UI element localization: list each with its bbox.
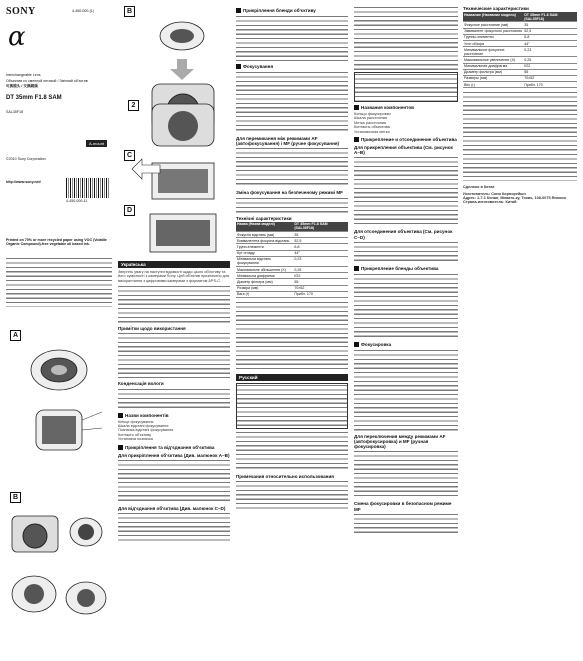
- text-block-19: [354, 513, 458, 533]
- attach-heading: Прикріплення та від'єднання об'єктива: [118, 445, 230, 450]
- column-ru-1: [354, 0, 458, 661]
- notes-heading-ru: Примечания относительно использования: [236, 473, 334, 479]
- text-block-7: [236, 71, 348, 133]
- intro-text: Зверніть увагу на наступні відомості щодо цього об'єктиву та його сумісності з камерами Sony. Цей об'єктив призначено для використання з цифровими камерами з форматом APS-C.: [118, 270, 230, 283]
- specs-heading-ru: Технические характеристики: [463, 6, 529, 11]
- text-block-2: [118, 332, 230, 378]
- barcode-number: 4-450-000-11: [66, 199, 88, 203]
- text-block-16: [354, 273, 458, 339]
- attach-subheading: Для прикріплення об'єктива (Див. малюнок A–B): [118, 452, 230, 458]
- manufacturer: Изготовитель: Сони Корпорейшн: [463, 191, 526, 196]
- lens-illustration-a: [6, 340, 112, 480]
- names-list: Кільце фокусування Шкала відстані фокусування Позначка відстані фокусування Контакти об'єктиву Установча позначка: [118, 419, 174, 442]
- af-mf-heading-ua: Для перемикання між режимами AF (автофокусування) і MF (ручне фокусування): [236, 136, 340, 147]
- camera-illustration-b: [6, 502, 112, 642]
- url-text: http://www.sony.net/: [6, 180, 41, 184]
- text-block-1: [118, 285, 230, 323]
- precautions-heading: Примітки щодо використання: [118, 326, 186, 332]
- barcode: [66, 178, 110, 198]
- step-label-b: B: [124, 6, 135, 17]
- made-in-label: Сделано в Китае: [463, 185, 495, 190]
- text-block-20: [463, 91, 577, 151]
- lang-header-ua: Українська: [118, 261, 230, 268]
- dmf-heading-ua: Зміна фокусування на безпеченому режимі MF: [236, 190, 343, 196]
- text-block-14: [354, 156, 458, 226]
- warning-box-ru: [354, 72, 458, 102]
- detach-subheading-ru: Для отсоединения объектива (См. рисунок C–D): [354, 229, 453, 240]
- title-cn: 可换镜头 / 交換鏡頭: [6, 84, 38, 88]
- bottom-fill: [6, 257, 112, 307]
- alpha-logo: α: [8, 22, 26, 52]
- model-name: DT 35mm F1.8 SAM: [6, 95, 62, 101]
- ru-intro-box: [236, 383, 348, 429]
- column-ru-2: [463, 0, 577, 661]
- af-mf-heading-ru: Для переключения между режимами AF (автофокусировка) и MF (ручная фокусировка): [354, 433, 446, 450]
- dmf-heading-ru: Смена фокусировки в безопасном режиме MF: [354, 501, 452, 512]
- detach-subheading: Для від'єднання об'єктива (Див. малюнок C–D): [118, 505, 226, 511]
- title-en: Interchangeable Lens: [6, 73, 41, 77]
- condensation-heading: Конденсація вологи: [118, 381, 164, 387]
- text-block-15: [354, 241, 458, 263]
- specs-table-ru: Название (Название модели) DT 35mm F1.8 SAM (SAL35F18) Фокусное расстояние (мм) 35 Эквивалент фокусного расстояния 52,5 Группы-элементы 6-8 Угол обзора 44° Минимальное фокусное расстояние 0,23 Максимальное увеличение (X) 0,25 Минимальная диафрагма f/22 Диаметр фильтра (мм) 55 Размеры (мм) 70×52 Вес (г) Прибл. 170: [463, 12, 577, 88]
- text-block-3: [118, 388, 230, 410]
- text-block-21: [463, 153, 577, 181]
- detach-illustration: [122, 155, 228, 205]
- hood-heading-ru: Прикрепление бленды объектива: [354, 266, 458, 271]
- model-code: SAL35F18: [6, 110, 23, 114]
- manufacturer-address: Адрес: 1-7-1 Конан, Минато-ку, Токио, 108-0075 Япония: [463, 196, 566, 201]
- recycle-note: Printed on 70% or more recycled paper using VOC (Volatile Organic Compound)-free vegetable oil based ink.: [6, 238, 107, 247]
- document-code: 4-450-000-(1): [72, 9, 94, 13]
- sony-logo: SONY: [6, 6, 36, 17]
- text-block-13: [354, 6, 458, 70]
- step-label-d: D: [124, 205, 135, 216]
- text-block-5: [118, 512, 230, 542]
- hood-illustration: [122, 208, 228, 256]
- manufacturer-country: Страна-изготовитель: Китай: [463, 200, 517, 205]
- text-block-6: [236, 15, 348, 61]
- figure-label-a: A: [10, 330, 21, 341]
- focus-heading-ru: Фокусировка: [354, 342, 458, 347]
- text-block-4: [118, 459, 230, 503]
- rotate-step-illustration: [122, 100, 228, 150]
- attach-subheading-ru: Для прикрепления объектива (См. рисунок A–B): [354, 145, 453, 156]
- text-block-9: [236, 197, 348, 213]
- text-block-12: [236, 480, 348, 510]
- specs-heading-ua: Технічні характеристики: [236, 215, 292, 221]
- text-block-10: [236, 301, 348, 371]
- a-mount-tag: A-mount: [86, 140, 107, 147]
- text-block-18: [354, 450, 458, 498]
- column-illustrations: [118, 0, 230, 661]
- figure-label-b: B: [10, 492, 21, 503]
- step-label-2: 2: [128, 100, 139, 111]
- attach-heading-ru: Прикрепление и отсоединение объектива: [354, 137, 458, 142]
- names-list-ru: Кольцо фокусировки Шкала расстояния Метка расстояния Контакты объектива Установочная метка: [354, 112, 391, 134]
- text-block-17: [354, 349, 458, 431]
- column-ua-2: [236, 0, 348, 661]
- step-label-c: C: [124, 150, 135, 161]
- hood-heading-ua: Прикріплення бленди об'єктиву: [236, 8, 348, 13]
- title-ru: Объектив со сменной оптикой / Змінний об'єктив: [6, 79, 88, 83]
- specs-table-ua: Назва (Назва моделі) DT 35mm F1.8 SAM (SAL35F18) Фокусна відстань (мм) 35 Еквівалентна фокусна відстань 52,5 Групи-елементи 6-8 Кут огляду 44° Мінімальна відстань фокусування 0,23 Максимальне збільшення (X) 0,25 Мінімальна діафрагма f/22 Діаметр фільтра (мм) 55 Розміри (мм) 70×52 Вага (г) Прибл. 170: [236, 222, 348, 298]
- names-heading-ru: Названия компонентов: [354, 105, 458, 110]
- names-heading: Назви компонентів: [118, 413, 230, 418]
- text-block-8: [236, 147, 348, 187]
- lang-header-ru: Русский: [236, 374, 348, 381]
- text-block-11: [236, 431, 348, 471]
- copyright: ©2010 Sony Corporation: [6, 157, 46, 161]
- focus-heading-ua: Фокусування: [236, 64, 348, 69]
